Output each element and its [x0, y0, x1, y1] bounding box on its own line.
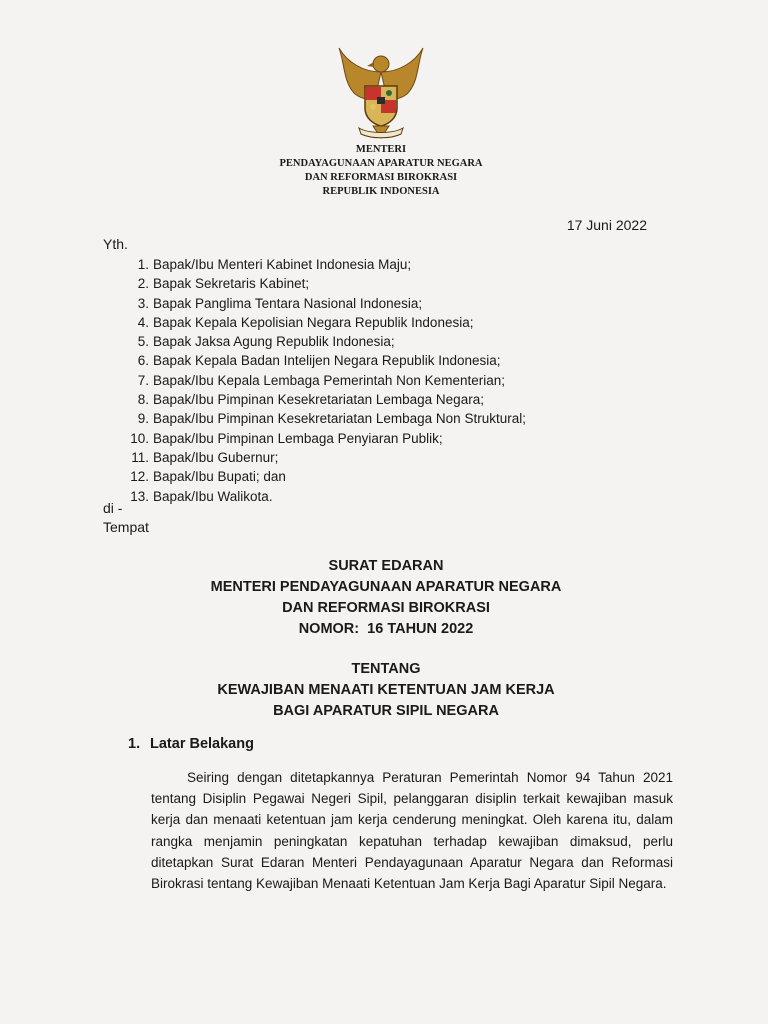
title-line: SURAT EDARAN	[328, 558, 444, 574]
section-title: Latar Belakang	[150, 736, 254, 752]
list-item-text: Bapak Kepala Kepolisian Negara Republik Indonesia;	[153, 314, 474, 330]
location-line-1: di -	[103, 500, 123, 516]
recipient-list	[126, 255, 526, 506]
list-item-text: Bapak/Ibu Pimpinan Kesekretariatan Lembaga Negara;	[153, 392, 484, 408]
subject-line: TENTANG	[351, 661, 421, 677]
section-heading	[128, 736, 254, 752]
list-item-text: Bapak/Ibu Gubernur;	[153, 449, 279, 465]
location-line-2: Tempat	[103, 519, 149, 535]
section-paragraph: Seiring dengan ditetapkannya Peraturan Pemerintah Nomor 94 Tahun 2021 tentang Disiplin Pegawai Negeri Sipil, pelanggaran disiplin terkait kewajiban masuk kerja dan menaati ketentuan jam kerja cenderung meningkat. Oleh karena itu, dalam rangka menjamin peningkatan kepatuhan terhadap kewajiban dimaksud, perlu ditetapkan Surat Edaran Menteri Pendayagunaan Aparatur Negara dan Reformasi Birokrasi tentang Kewajiban Menaati Ketentuan Jam Kerja Bagi Aparatur Sipil Negara.	[151, 770, 673, 892]
list-item	[126, 351, 526, 370]
list-item-text: Bapak/Ibu Walikota.	[153, 488, 273, 504]
list-item-text: Bapak/Ibu Pimpinan Lembaga Penyiaran Publik;	[153, 430, 443, 446]
letter-date: 17 Juni 2022	[566, 217, 647, 233]
list-item	[126, 371, 526, 390]
list-item-text: Bapak/Ibu Kepala Lembaga Pemerintah Non Kementerian;	[153, 372, 505, 388]
header-line: PENDAYAGUNAAN APARATUR NEGARA	[279, 158, 483, 169]
list-item-number: 5.	[137, 334, 149, 350]
document-subject	[0, 659, 768, 722]
salutation: Yth.	[103, 236, 128, 252]
list-item-text: Bapak/Ibu Bupati; dan	[153, 469, 286, 485]
list-item-text: Bapak/Ibu Menteri Kabinet Indonesia Maju;	[153, 257, 412, 272]
list-item	[126, 409, 526, 428]
list-item-text: Bapak Kepala Badan Intelijen Negara Republik Indonesia;	[153, 353, 501, 369]
list-item	[126, 467, 526, 486]
list-item-number: 2.	[137, 276, 149, 292]
list-item	[126, 255, 526, 274]
list-item	[126, 332, 526, 351]
list-item-text: Bapak Sekretaris Kabinet;	[153, 276, 310, 292]
list-item-number: 12.	[130, 469, 149, 485]
header-line: MENTERI	[355, 144, 407, 155]
list-item-number: 13.	[130, 488, 149, 504]
list-item-number: 3.	[137, 295, 149, 311]
list-item	[126, 294, 526, 313]
subject-line: BAGI APARATUR SIPIL NEGARA	[273, 703, 499, 719]
list-item	[126, 390, 526, 409]
list-item	[126, 448, 526, 467]
list-item-text: Bapak/Ibu Pimpinan Kesekretariatan Lembaga Non Struktural;	[153, 411, 526, 427]
list-item	[126, 487, 526, 506]
list-item-number: 7.	[137, 372, 149, 388]
list-item	[126, 274, 526, 293]
title-line: NOMOR: 16 TAHUN 2022	[298, 621, 474, 637]
list-item-text: Bapak Panglima Tentara Nasional Indonesia;	[153, 295, 423, 311]
title-line: DAN REFORMASI BIROKRASI	[282, 600, 490, 616]
list-item	[126, 429, 526, 448]
header-line: REPUBLIK INDONESIA	[322, 186, 440, 197]
list-item-number: 9.	[137, 411, 149, 427]
garuda-emblem-icon	[333, 42, 429, 142]
header-line: DAN REFORMASI BIROKRASI	[304, 172, 458, 183]
list-item-number: 4.	[137, 314, 149, 330]
document-title	[0, 556, 768, 640]
subject-line: KEWAJIBAN MENAATI KETENTUAN JAM KERJA	[217, 682, 555, 698]
list-item-number: 8.	[137, 392, 149, 408]
list-item-number: 1.	[137, 257, 149, 272]
list-item-number: 10.	[130, 430, 149, 446]
list-item-number: 6.	[137, 353, 149, 369]
section-number: 1.	[128, 736, 141, 752]
ministry-header	[0, 143, 762, 199]
list-item	[126, 313, 526, 332]
title-line: MENTERI PENDAYAGUNAAN APARATUR NEGARA	[210, 579, 562, 595]
list-item-text: Bapak Jaksa Agung Republik Indonesia;	[153, 334, 395, 350]
list-item-number: 11.	[131, 449, 149, 465]
